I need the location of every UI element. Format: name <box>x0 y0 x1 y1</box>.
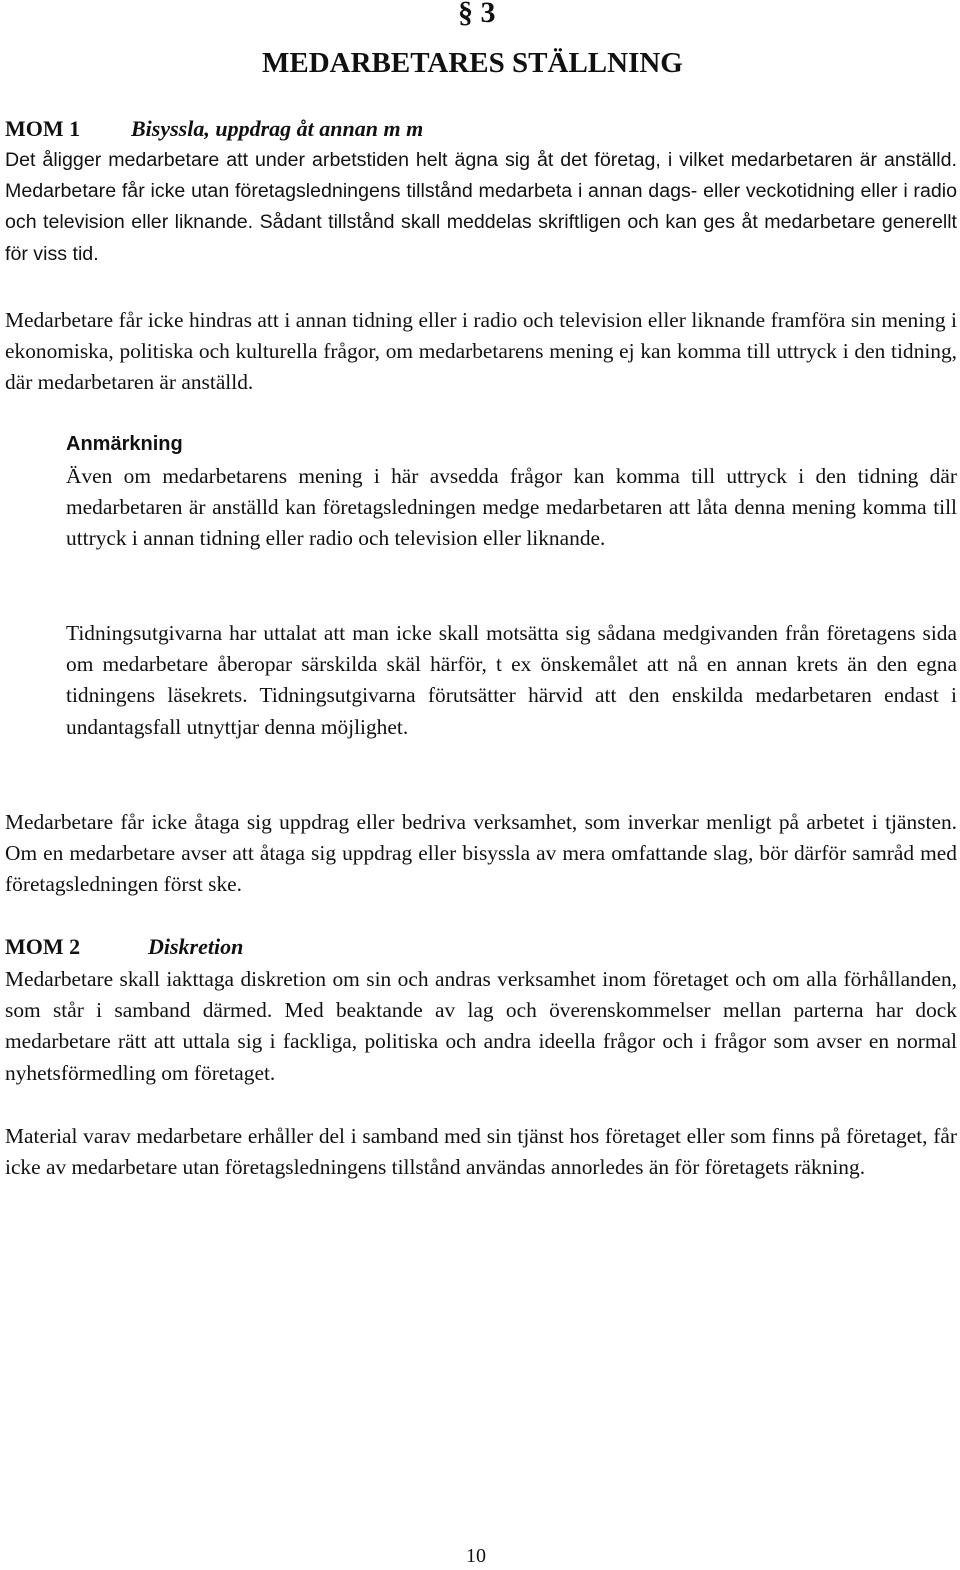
section-number: § 3 <box>458 0 496 29</box>
mom1-paragraph-1: Det åligger medarbetare att under arbetstiden helt ägna sig åt det företag, i vilket medarbetaren är anställd. Medarbetare får icke utan företagsledningens tillstånd medarbeta i annan dags- eller veckotidning eller i radio och television eller liknande. Sådant tillstånd skall meddelas skriftligen och kan ges åt medarbetare generellt för viss tid. <box>5 149 957 265</box>
mom1-title: Bisyssla, uppdrag åt annan m m <box>131 116 424 141</box>
mom1-closing-paragraph: Medarbetare får icke åtaga sig uppdrag eller bedriva verksamhet, som inverkar menligt på arbetet i tjänsten. Om en medarbetare avser att åtaga sig uppdrag eller bisyssla av mera omfattande slag, bör därför samråd med företagsledningen först ske. <box>5 810 957 897</box>
mom2-paragraph-1: Medarbetare skall iakttaga diskretion om sin och andras verksamhet inom företaget och om alla förhållanden, som står i samband därmed. Med beaktande av lag och överenskommelser mellan parterna har dock medarbetare rätt att uttala sig i fackliga, politiska och andra ideella frågor och i frågor som avser en normal nyhetsförmedling om företaget. <box>5 967 957 1085</box>
mom2-label: MOM 2 <box>5 934 81 959</box>
note-heading: Anmärkning <box>66 433 183 455</box>
mom2-title: Diskretion <box>148 934 244 959</box>
mom1-paragraph-2: Medarbetare får icke hindras att i annan tidning eller i radio och television eller liknande framföra sin mening i ekonomiska, politiska och kulturella frågor, om medarbetarens mening ej kan komma till uttryck i den tidning, där medarbetaren är anställd. <box>5 308 957 395</box>
note-paragraph-1: Även om medarbetarens mening i här avsedda frågor kan komma till uttryck i den tidning där medarbetaren är anställd kan företagsledningen medge medarbetaren att låta denna mening komma till uttryck i annan tidning eller radio och television eller liknande. <box>66 464 957 551</box>
note-paragraph-2: Tidningsutgivarna har uttalat att man icke skall motsätta sig sådana medgivanden från företagens sida om medarbetare åberopar särskilda skäl härför, t ex önskemålet att nå en annan krets än den egna tidningens läsekrets. Tidningsutgivarna förutsätter härvid att den enskilda medarbetaren endast i undantagsfall utnyttjar denna möjlighet. <box>66 621 957 739</box>
page-number: 10 <box>466 1545 486 1567</box>
mom1-label: MOM 1 <box>5 116 81 141</box>
mom1-heading <box>5 115 423 143</box>
mom2-heading <box>5 933 243 961</box>
mom2-paragraph-2: Material varav medarbetare erhåller del i samband med sin tjänst hos företaget eller som finns på företaget, får icke av medarbetare utan företagsledningens tillstånd användas annorledes än för företagets räkning. <box>5 1124 957 1180</box>
section-title: MEDARBETARES STÄLLNING <box>262 47 683 79</box>
